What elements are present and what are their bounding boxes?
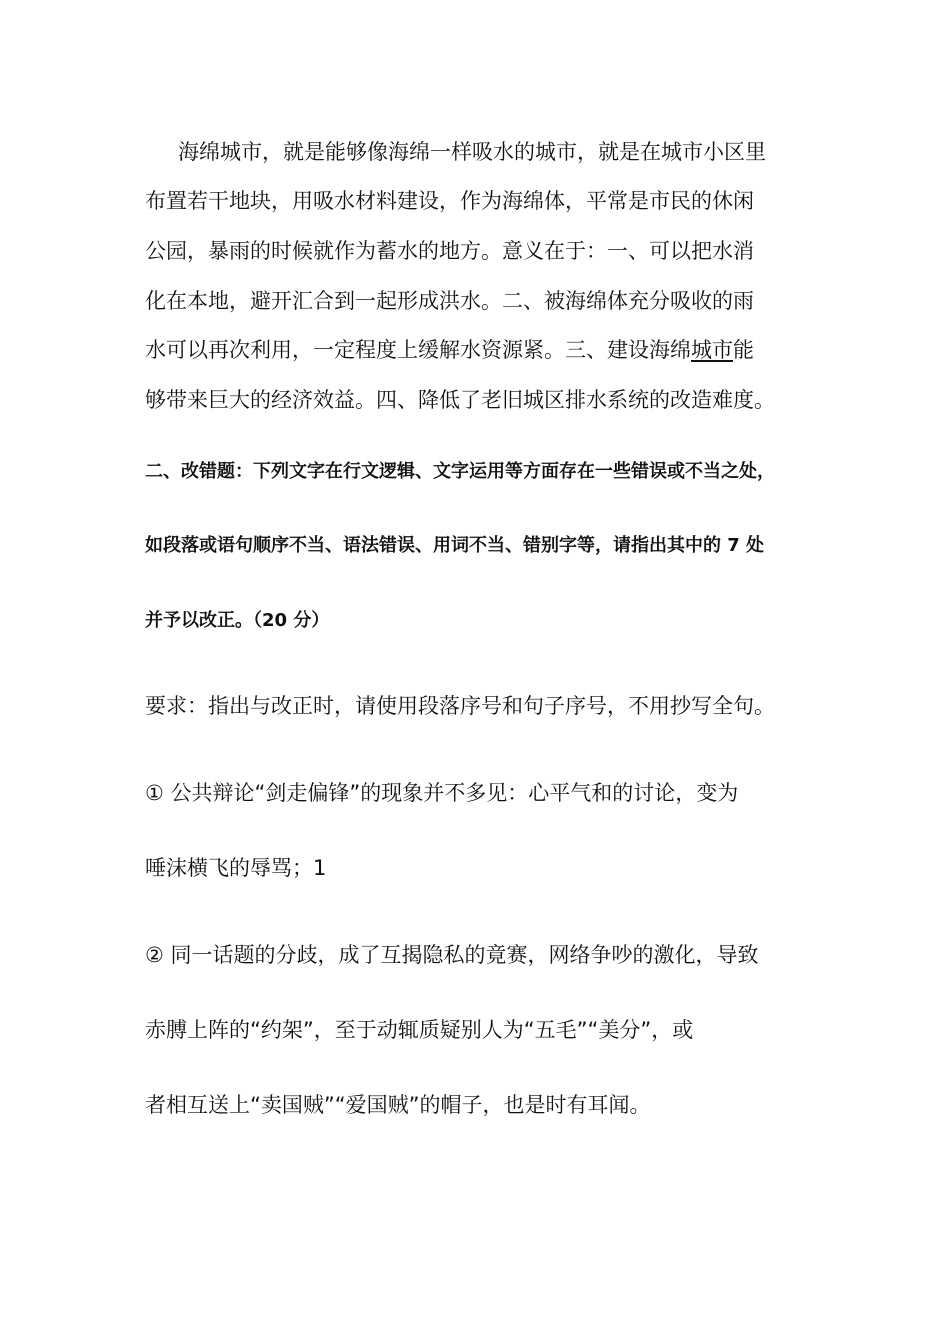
paragraph-line: 布置若干地块，用吸水材料建设，作为海绵体，平常是市民的休闲	[145, 189, 754, 213]
requirement-text: 要求：指出与改正时，请使用段落序号和句子序号，不用抄写全句。	[145, 694, 775, 718]
item-line: 者相互送上“卖国贼”“爱国贼”的帽子，也是时有耳闻。	[145, 1093, 651, 1117]
paragraph-line: 海绵城市，就是能够像海绵一样吸水的城市，就是在城市小区里	[178, 140, 766, 164]
item-line: ② 同一话题的分歧，成了互揭隐私的竟赛，网络争吵的激化，导致	[145, 943, 759, 967]
item-line: 唾沫横飞的辱骂；1	[145, 856, 327, 880]
item-line: 赤膊上阵的“约架”，至于动辄质疑别人为“五毛”“美分”，或	[145, 1018, 694, 1042]
paragraph-text: 水可以再次利用，一定程度上缓解水资源紧。三、建设海绵	[145, 338, 691, 362]
underlined-word: 城市	[691, 338, 733, 362]
section-heading-line: 二、改错题：下列文字在行文逻辑、文字运用等方面存在一些错误或不当之处，	[145, 461, 775, 482]
paragraph-line: 够带来巨大的经济效益。四、降低了老旧城区排水系统的改造难度。	[145, 388, 775, 412]
paragraph-line	[145, 335, 754, 365]
section-heading-line: 如段落或语句顺序不当、语法错误、用词不当、错别字等，请指出其中的 7 处	[145, 535, 765, 556]
paragraph-text: 能	[733, 338, 754, 362]
item-line: ① 公共辩论“剑走偏锋”的现象并不多见：心平气和的讨论，变为	[145, 781, 739, 805]
section-heading-line: 并予以改正。（20 分）	[145, 610, 330, 631]
paragraph-line: 公园，暴雨的时候就作为蓄水的地方。意义在于：一、可以把水消	[145, 239, 754, 263]
paragraph-line: 化在本地，避开汇合到一起形成洪水。二、被海绵体充分吸收的雨	[145, 289, 754, 313]
